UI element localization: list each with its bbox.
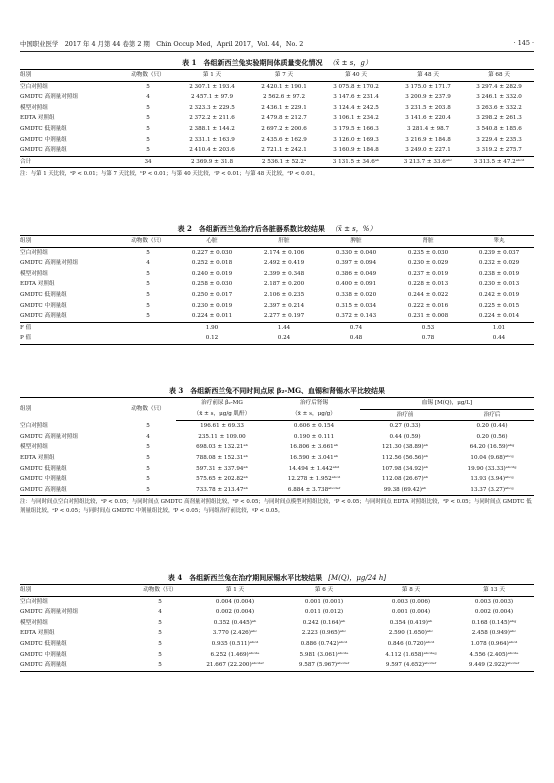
value-cell: 0.003 (0.006) xyxy=(391,598,431,605)
value-cell: 235.11 ± 109.00 xyxy=(198,433,246,440)
value-cell: 2.397 ± 0.214 xyxy=(263,302,305,309)
value-cell: 0.354 (0.419)ᵃᵇ xyxy=(389,619,433,626)
value-cell: 121.30 (38.89)ᵃᵇ xyxy=(381,444,429,451)
value-cell: 10.04 (9.68)ᵃᵇᶜᵍ xyxy=(470,454,514,461)
value-cell: 3 075.8 ± 170.2 xyxy=(333,83,379,90)
value-cell: 0.232 ± 0.029 xyxy=(478,260,520,267)
value-cell: 112.08 (26.67)ᵃᵇ xyxy=(381,476,429,483)
value-cell: 0.002 (0.004) xyxy=(215,609,255,616)
value-cell: 0.011 (0.012) xyxy=(304,609,344,616)
count-cell: 5 xyxy=(120,485,176,496)
table-row xyxy=(20,113,534,124)
value-cell: 16.806 ± 3.661ᵃᵇ xyxy=(289,444,339,451)
value-cell: 698.03 ± 132.21ᵃᵇ xyxy=(196,444,248,451)
count-cell: 5 xyxy=(146,291,150,298)
journal-citation: 中国职业医学 2017 年 4 月第 44 卷第 2 期 Chin Occup Med，April 2017，Vol. 44，No. 2 xyxy=(20,40,304,48)
value-cell: 0.004 (0.004) xyxy=(215,598,255,605)
value-cell: 19.90 (33.33)ᵃᵇᶜᵈᵍ xyxy=(467,465,517,472)
weight-table xyxy=(20,69,534,168)
col-header: 肝脏 xyxy=(248,236,320,248)
value-cell: 0.20 (0.44) xyxy=(476,423,508,430)
group-cell: GMDTC 高剂量对照组 xyxy=(20,609,79,616)
table-caption: 表 3 各组新西兰兔不同时间点尿 β₂-MG、血锡和肾锡水平比较结果 xyxy=(168,386,386,395)
value-cell: 3 313.5 ± 47.2ᵃᵇᶜᵈ xyxy=(464,156,534,168)
value-cell: 9.587 (5.967)ᵃᵇᶜᵈᵉᶠ xyxy=(280,660,368,671)
value-cell: 12.278 ± 1.952ᵃᵇᶜᵈ xyxy=(287,476,341,483)
col-header: 第 13 天 xyxy=(454,585,534,597)
col-after: 治疗后 xyxy=(450,409,534,421)
table-row xyxy=(20,596,534,607)
group-cell: GMDTC 高剂量对照组 xyxy=(20,94,79,101)
table-4 xyxy=(20,572,534,672)
value-cell: 2 388.1 ± 144.2 xyxy=(189,125,235,132)
table-header-row-1 xyxy=(20,398,534,410)
value-cell: 3 106.1 ± 234.2 xyxy=(333,115,379,122)
value-cell: 3 131.5 ± 34.6ᵃᵇ xyxy=(320,156,392,168)
count-cell: 4 xyxy=(158,609,162,616)
table-header-row xyxy=(20,236,534,248)
count-cell: 5 xyxy=(146,444,150,451)
value-cell: 2 697.2 ± 200.6 xyxy=(261,125,307,132)
table-row xyxy=(20,607,534,618)
stat-row xyxy=(20,333,534,344)
value-cell: 2.458 (0.949)ᵃᵇᶜ xyxy=(471,630,517,637)
value-cell: 0.886 (0.742)ᵃᵇᶜᵈ xyxy=(300,640,348,647)
table-row xyxy=(20,660,534,671)
value-cell: 16.590 ± 3.041ᵃᵇ xyxy=(289,454,339,461)
stat-label: P 值 xyxy=(20,333,120,344)
value-cell: 99.38 (69.42)ᵃᵇ xyxy=(360,485,450,496)
group-cell: EDTA 对照组 xyxy=(20,115,55,122)
table-row xyxy=(20,628,534,639)
value-cell: 0.935 (0.511)ᵃᵇᶜᵈ xyxy=(211,640,259,647)
stat-label: F 值 xyxy=(20,322,120,333)
value-cell: 2 562.6 ± 97.2 xyxy=(262,94,306,101)
table-row xyxy=(20,442,534,453)
table-caption: 表 4 各组新西兰兔在治疗期间尿锡水平比较结果 xyxy=(167,573,323,582)
value-cell: 2.492 ± 0.419 xyxy=(263,260,305,267)
value-cell: 1.078 (0.964)ᵃᵇᶜᵈ xyxy=(470,640,518,647)
group-cell: GMDTC 中剂量组 xyxy=(20,136,67,143)
col-count: 动物数（只） xyxy=(120,70,176,82)
table-row xyxy=(20,156,534,168)
group-cell: 模型对照组 xyxy=(20,104,48,111)
table-unit: [M(Q)，μg/24 h] xyxy=(328,574,387,582)
value-cell: 0.315 ± 0.034 xyxy=(335,302,377,309)
table-row xyxy=(20,474,534,485)
group-cell: EDTA 对照组 xyxy=(20,630,55,637)
value-cell: 0.258 ± 0.030 xyxy=(191,281,233,288)
table-row xyxy=(20,485,534,496)
table-footnote: 注：与同时间点空白对照组比较，ᵃP < 0.05；与同时间点 GMDTC 高剂量对照组比较，ᵇP < 0.05；与同时间点模型对照组比较，ᶜP < 0.05；与同时间点 EDTA 对照组比较，ᵈP < 0.05；与同时间点 GMDTC 低剂量组比较，ᵉP < 0.05；与同时间点 GMDTC 中剂量组比较，ᶠP < 0.05；与同组治疗前比较，ᵍP < 0.05。 xyxy=(20,499,532,515)
group-cell: GMDTC 高剂量组 xyxy=(20,313,67,320)
col-group: 组别 xyxy=(20,236,120,248)
value-cell: 14.494 ± 1.442ᵃᵇᵈ xyxy=(288,465,340,472)
value-cell: 0.400 ± 0.091 xyxy=(335,281,377,288)
stat-value: 0.24 xyxy=(248,333,320,344)
count-cell: 5 xyxy=(158,651,162,658)
value-cell: 3 297.4 ± 282.9 xyxy=(476,83,522,90)
value-cell: 3 231.5 ± 203.8 xyxy=(405,104,451,111)
table-row xyxy=(20,247,534,258)
value-cell: 0.397 ± 0.094 xyxy=(335,260,377,267)
group-cell: 模型对照组 xyxy=(20,619,48,626)
col-header: 第 8 天 xyxy=(368,585,454,597)
table-title xyxy=(20,223,534,235)
value-cell: 9.597 (4.652)ᵃᵇᶜᵈᵉᶠ xyxy=(368,660,454,671)
value-cell: 597.31 ± 337.94ᵃᵇ xyxy=(196,465,248,472)
value-cell: 3.770 (2.426)ᵃᵇᶜ xyxy=(212,630,258,637)
value-cell: 788.08 ± 152.31ᵃᵇ xyxy=(196,454,248,461)
group-cell: GMDTC 高剂量组 xyxy=(20,485,120,496)
group-cell: GMDTC 高剂量组 xyxy=(20,147,67,154)
value-cell: 3 229.4 ± 235.3 xyxy=(476,136,522,143)
value-cell: 3 216.9 ± 184.8 xyxy=(405,136,451,143)
value-cell: 0.846 (0.720)ᵃᵇᶜᵈ xyxy=(387,640,435,647)
col-count: 动物数（只） xyxy=(120,398,176,421)
value-cell: 3 298.2 ± 261.3 xyxy=(476,115,522,122)
value-cell: 0.003 (0.003) xyxy=(474,598,514,605)
table-row xyxy=(20,279,534,290)
group-cell: GMDTC 中剂量组 xyxy=(20,476,67,483)
stat-value: 0.44 xyxy=(464,333,534,344)
table-title xyxy=(20,57,534,69)
value-cell: 2.174 ± 0.106 xyxy=(263,249,305,256)
value-cell: 0.231 ± 0.008 xyxy=(407,313,449,320)
value-cell: 3 319.2 ± 275.7 xyxy=(476,147,522,154)
value-cell: 0.001 (0.001) xyxy=(304,598,344,605)
value-cell: 6.252 (1.469)ᵃᵇᶜᵈᵉ xyxy=(210,651,260,658)
group-cell: GMDTC 中剂量组 xyxy=(20,302,67,309)
group-cell: EDTA 对照组 xyxy=(20,281,55,288)
value-cell: 6.884 ± 3.738ᵃᵇᶜᵈᵉᶠ xyxy=(268,485,360,496)
table-3 xyxy=(20,385,534,516)
value-cell: 4.112 (1.658)ᵃᵇᶜᵈᵉᵍ xyxy=(385,651,437,658)
table-body xyxy=(20,596,534,671)
col-kidney-unit: （x̄ ± s，μg/g） xyxy=(268,409,360,421)
table-header-row xyxy=(20,585,534,597)
value-cell: 2 435.6 ± 162.9 xyxy=(261,136,307,143)
value-cell: 733.78 ± 213.47ᵃᵇ xyxy=(176,485,268,496)
value-cell: 2 457.1 ± 97.9 xyxy=(190,94,234,101)
value-cell: 3 249.0 ± 227.1 xyxy=(405,147,451,154)
value-cell: 0.44 (0.59) xyxy=(389,433,421,440)
value-cell: 9.449 (2.922)ᵃᵇᶜᵈᵉᶠ xyxy=(454,660,534,671)
table-row xyxy=(20,269,534,280)
value-cell: 3 179.5 ± 166.3 xyxy=(333,125,379,132)
value-cell: 0.227 ± 0.030 xyxy=(191,249,233,256)
table-title xyxy=(20,385,534,397)
value-cell: 0.224 ± 0.011 xyxy=(191,313,233,320)
value-cell: 0.239 ± 0.037 xyxy=(478,249,520,256)
stat-value: 1.44 xyxy=(248,322,320,333)
count-cell: 5 xyxy=(146,104,150,111)
value-cell: 0.606 ± 0.154 xyxy=(293,423,335,430)
value-cell: 2 536.1 ± 52.2ᵃ xyxy=(248,156,320,168)
table-row xyxy=(20,145,534,156)
count-cell: 5 xyxy=(146,281,150,288)
count-cell: 5 xyxy=(146,465,150,472)
table-row xyxy=(20,301,534,312)
count-cell: 5 xyxy=(158,598,162,605)
col-header: 第 1 天 xyxy=(190,585,280,597)
value-cell: 13.37 (3.27)ᵃᵇᶜᵍ xyxy=(450,485,534,496)
group-cell: GMDTC 低剂量组 xyxy=(20,125,67,132)
value-cell: 3 126.0 ± 169.3 xyxy=(333,136,379,143)
table-2 xyxy=(20,223,534,345)
table-unit: （x̄ ± s，%） xyxy=(330,225,377,233)
table-caption: 表 2 各组新西兰兔治疗后各脏器系数比较结果 xyxy=(177,224,325,233)
value-cell: 21.667 (22.200)ᵃᵇᶜᵈᵉᶠ xyxy=(190,660,280,671)
col-header: 第 7 天 xyxy=(248,70,320,82)
stat-row xyxy=(20,322,534,333)
value-cell: 2 307.1 ± 193.4 xyxy=(189,83,235,90)
table-1 xyxy=(20,57,534,179)
value-cell: 64.20 (16.59)ᵃᵇᵍ xyxy=(469,444,515,451)
count-cell: 4 xyxy=(146,260,150,267)
count-cell: 5 xyxy=(146,476,150,483)
col-header: 睾丸 xyxy=(464,236,534,248)
value-cell: 0.225 ± 0.015 xyxy=(478,302,520,309)
value-cell: 3 160.9 ± 184.8 xyxy=(333,147,379,154)
table-unit: （x̄ ± s，g） xyxy=(328,59,372,67)
table-row xyxy=(20,421,534,432)
count-cell: 5 xyxy=(146,83,150,90)
value-cell: 112.56 (56.56)ᵃᵇ xyxy=(381,454,429,461)
col-header: 第 6 天 xyxy=(280,585,368,597)
value-cell: 2.277 ± 0.197 xyxy=(263,313,305,320)
col-header: 脾脏 xyxy=(320,236,392,248)
table-row xyxy=(20,639,534,650)
count-cell: 5 xyxy=(158,619,162,626)
col-kidney-tin: 治疗后肾锡 xyxy=(268,398,360,410)
table-row xyxy=(20,453,534,464)
value-cell: 0.372 ± 0.143 xyxy=(335,313,377,320)
b2mg-tin-table xyxy=(20,397,534,496)
count-cell: 34 xyxy=(120,156,176,168)
col-header: 第 68 天 xyxy=(464,70,534,82)
value-cell: 3 141.6 ± 220.4 xyxy=(405,115,451,122)
col-header: 第 40 天 xyxy=(320,70,392,82)
value-cell: 0.222 ± 0.016 xyxy=(407,302,449,309)
count-cell: 5 xyxy=(146,115,150,122)
value-cell: 4.556 (2.405)ᵃᵇᶜᵈᵉ xyxy=(469,651,519,658)
value-cell: 13.93 (3.94)ᵃᵇᶜᵍ xyxy=(470,476,514,483)
value-cell: 107.98 (34.92)ᵃᵇ xyxy=(381,465,429,472)
value-cell: 2 331.1 ± 163.9 xyxy=(189,136,235,143)
group-cell: 空白对照组 xyxy=(20,422,48,429)
count-cell: 5 xyxy=(146,136,150,143)
table-row xyxy=(20,103,534,114)
count-cell: 5 xyxy=(146,302,150,309)
value-cell: 0.002 (0.004) xyxy=(474,609,514,616)
col-header: 第 48 天 xyxy=(392,70,464,82)
count-cell: 5 xyxy=(146,454,150,461)
table-footnote: 注：与第 1 天比较，ᵃP < 0.01；与第 7 天比较，ᵇP < 0.01；与第 40 天比较，ᶜP < 0.01；与第 48 天比较，ᵈP < 0.01。 xyxy=(20,171,319,178)
col-group: 组别 xyxy=(20,70,120,82)
table-row xyxy=(20,81,534,92)
value-cell: 0.190 ± 0.111 xyxy=(293,433,335,440)
table-row xyxy=(20,92,534,103)
col-header: 心脏 xyxy=(176,236,248,248)
table-row xyxy=(20,311,534,322)
stat-value: 0.78 xyxy=(392,333,464,344)
value-cell: 0.235 ± 0.030 xyxy=(407,249,449,256)
col-blood-tin: 血锡 [M(Q)，μg/L] xyxy=(360,398,534,410)
value-cell: 0.168 (0.145)ᵃᵇᵍ xyxy=(471,619,517,626)
value-cell: 0.338 ± 0.020 xyxy=(335,291,377,298)
value-cell: 2 369.9 ± 31.8 xyxy=(176,156,248,168)
table-row xyxy=(20,135,534,146)
count-cell: 5 xyxy=(146,147,150,154)
value-cell: 0.27 (0.33) xyxy=(389,423,421,430)
value-cell: 3 175.0 ± 171.7 xyxy=(405,83,451,90)
table-title xyxy=(20,572,534,584)
group-cell: GMDTC 高剂量组 xyxy=(20,660,130,671)
organ-coefficient-table xyxy=(20,235,534,345)
value-cell: 3 200.9 ± 237.9 xyxy=(405,94,451,101)
group-cell: 空白对照组 xyxy=(20,83,48,90)
count-cell: 4 xyxy=(146,94,150,101)
value-cell: 0.252 ± 0.018 xyxy=(191,260,233,267)
value-cell: 2 721.1 ± 242.1 xyxy=(261,147,307,154)
value-cell: 0.242 ± 0.019 xyxy=(478,291,520,298)
value-cell: 0.238 ± 0.019 xyxy=(478,270,520,277)
value-cell: 2.399 ± 0.348 xyxy=(263,270,305,277)
stat-value xyxy=(120,333,176,344)
group-cell: GMDTC 中剂量组 xyxy=(20,651,67,658)
value-cell: 575.65 ± 202.82ᵃᵇ xyxy=(196,476,248,483)
value-cell: 0.224 ± 0.014 xyxy=(478,313,520,320)
col-before: 治疗前 xyxy=(360,409,450,421)
group-cell: 空白对照组 xyxy=(20,249,48,256)
value-cell: 0.386 ± 0.049 xyxy=(335,270,377,277)
table-header-row xyxy=(20,70,534,82)
value-cell: 2 420.1 ± 190.1 xyxy=(261,83,307,90)
table-row xyxy=(20,650,534,661)
group-cell: 模型对照组 xyxy=(20,444,48,451)
count-cell: 5 xyxy=(158,630,162,637)
value-cell: 0.001 (0.004) xyxy=(391,609,431,616)
value-cell: 2 372.2 ± 211.6 xyxy=(189,115,235,122)
value-cell: 0.240 ± 0.019 xyxy=(191,270,233,277)
value-cell: 0.237 ± 0.019 xyxy=(407,270,449,277)
stat-value: 0.74 xyxy=(320,322,392,333)
group-cell: 模型对照组 xyxy=(20,270,48,277)
table-row xyxy=(20,432,534,443)
count-cell: 5 xyxy=(146,125,150,132)
value-cell: 2 479.8 ± 212.7 xyxy=(261,115,307,122)
col-group: 组别 xyxy=(20,398,120,421)
table-row xyxy=(20,464,534,475)
value-cell: 0.250 ± 0.017 xyxy=(191,291,233,298)
col-group: 组别 xyxy=(20,585,130,597)
group-cell: GMDTC 低剂量组 xyxy=(20,465,67,472)
stat-value: 1.90 xyxy=(176,322,248,333)
stat-value: 0.12 xyxy=(176,333,248,344)
col-header: 肾脏 xyxy=(392,236,464,248)
group-cell: GMDTC 高剂量对照组 xyxy=(20,433,79,440)
table-row xyxy=(20,124,534,135)
value-cell: 2 436.1 ± 229.1 xyxy=(261,104,307,111)
value-cell: 0.244 ± 0.022 xyxy=(407,291,449,298)
stat-value: 0.48 xyxy=(320,333,392,344)
col-header: 第 1 天 xyxy=(176,70,248,82)
count-cell: 5 xyxy=(146,422,150,429)
count-cell: 5 xyxy=(146,313,150,320)
value-cell: 0.352 (0.445)ᵃᵇ xyxy=(213,619,257,626)
table-row xyxy=(20,290,534,301)
value-cell: 2.590 (1.650)ᵃᵇᶜ xyxy=(388,630,434,637)
col-count: 动物数（只） xyxy=(130,585,190,597)
count-cell: 5 xyxy=(146,270,150,277)
col-count: 动物数（只） xyxy=(120,236,176,248)
table-caption: 表 1 各组新西兰兔实验期间体质量变化情况 xyxy=(182,58,323,67)
value-cell: 3 124.4 ± 242.5 xyxy=(333,104,379,111)
value-cell: 0.228 ± 0.013 xyxy=(407,281,449,288)
count-cell: 4 xyxy=(146,433,150,440)
value-cell: 3 263.6 ± 332.2 xyxy=(476,104,522,111)
value-cell: 0.230 ± 0.029 xyxy=(407,260,449,267)
group-cell: GMDTC 低剂量组 xyxy=(20,291,67,298)
value-cell: 0.330 ± 0.040 xyxy=(335,249,377,256)
value-cell: 0.20 (0.56) xyxy=(476,433,508,440)
col-b2mg: 治疗前尿 β₂-MG xyxy=(176,398,268,410)
value-cell: 2.106 ± 0.235 xyxy=(263,291,305,298)
value-cell: 2 323.3 ± 229.5 xyxy=(189,104,235,111)
value-cell: 3 213.7 ± 33.6ᵃᵇᶜ xyxy=(392,156,464,168)
value-cell: 3 281.4 ± 98.7 xyxy=(406,125,450,132)
stat-value xyxy=(120,322,176,333)
table-body xyxy=(20,247,534,344)
count-cell: 5 xyxy=(146,249,150,256)
value-cell: 196.61 ± 69.33 xyxy=(200,423,244,430)
stat-value: 0.53 xyxy=(392,322,464,333)
group-cell: 空白对照组 xyxy=(20,598,48,605)
value-cell: 0.242 (0.164)ᵃᵇ xyxy=(302,619,346,626)
table-row xyxy=(20,258,534,269)
table-body xyxy=(20,421,534,496)
table-row xyxy=(20,618,534,629)
col-b2mg-unit: （x̄ ± s，μg/g 肌酐） xyxy=(176,409,268,421)
value-cell: 2.223 (0.965)ᵃᵇᶜ xyxy=(301,630,347,637)
urine-tin-table xyxy=(20,584,534,672)
value-cell: 3 147.6 ± 231.4 xyxy=(333,94,379,101)
group-cell: 合计 xyxy=(20,156,120,168)
value-cell: 0.230 ± 0.019 xyxy=(191,302,233,309)
count-cell: 5 xyxy=(130,660,190,671)
value-cell: 3 540.8 ± 185.6 xyxy=(476,125,522,132)
group-cell: GMDTC 高剂量对照组 xyxy=(20,260,79,267)
group-cell: GMDTC 低剂量组 xyxy=(20,640,67,647)
value-cell: 3 246.1 ± 332.0 xyxy=(476,94,522,101)
group-cell: EDTA 对照组 xyxy=(20,454,55,461)
value-cell: 2 410.4 ± 203.6 xyxy=(189,147,235,154)
running-header xyxy=(20,39,534,52)
value-cell: 5.981 (3.061)ᵃᵇᶜᵈᵉ xyxy=(299,651,349,658)
count-cell: 5 xyxy=(158,640,162,647)
value-cell: 0.230 ± 0.013 xyxy=(478,281,520,288)
table-body xyxy=(20,81,534,168)
stat-value: 1.01 xyxy=(464,322,534,333)
value-cell: 2.187 ± 0.200 xyxy=(263,281,305,288)
page-number: · 145 · xyxy=(513,39,534,47)
